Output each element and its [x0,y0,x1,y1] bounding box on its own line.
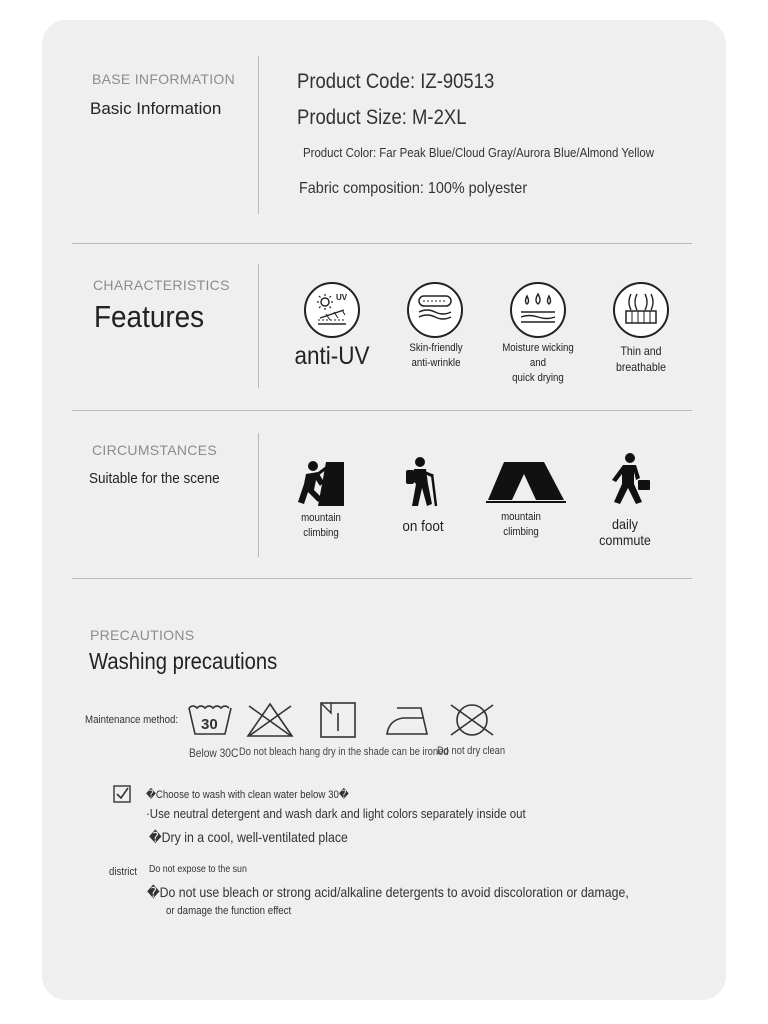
feature-anti-uv: anti-UV [294,342,370,370]
scene-daily-commute: daily commute [599,516,651,548]
caption-wash: Below 30C [189,746,239,760]
note-line-3: �Dry in a cool, well-ventilated place [149,829,348,845]
features-divider [258,264,259,388]
section-divider [72,410,692,411]
scene-on-foot: on foot [402,518,444,535]
product-size: Product Size: M-2XL [297,106,467,129]
feature-skin-friendly: Skin-friendly anti-wrinkle [409,342,463,369]
commuter-icon [608,452,652,511]
caption-middle: Do not bleach hang dry in the shade can be ironed [239,746,449,758]
section-divider [72,578,692,579]
note-line-1: �Choose to wash with clean water below 30� [146,789,349,801]
maintenance-method-label: Maintenance method: [85,714,179,726]
uv-protection-icon [304,282,360,338]
features-label-en: CHARACTERISTICS [93,277,230,293]
water-drops-icon [510,282,566,338]
scenes-label-en: CIRCUMSTANCES [92,442,217,458]
features-title: Features [94,299,205,334]
no-bleach-icon [245,702,295,743]
scenes-divider [258,433,259,557]
shade-dry-icon [319,701,357,744]
hiker-icon [402,456,442,513]
iron-icon [385,704,431,741]
basic-divider [258,56,259,214]
product-color: Product Color: Far Peak Blue/Cloud Gray/Aurora Blue/Almond Yellow [303,145,655,160]
note-line-4: �Do not use bleach or strong acid/alkaline detergents to avoid discoloration or damage, [147,884,629,900]
wash-30-icon [187,702,233,743]
svg-text:30: 30 [201,716,218,733]
scene-mountain-climbing: mountain climbing [301,512,341,539]
note-line-2: ·Use neutral detergent and wash dark and light colors separately inside out [146,806,526,821]
care-label-en: PRECAUTIONS [90,627,195,643]
product-code: Product Code: IZ-90513 [297,70,495,93]
fabric-composition: Fabric composition: 100% polyester [299,180,528,197]
note-district: district [109,866,137,878]
climber-icon [296,458,346,513]
basic-label-en: BASE INFORMATION [92,71,235,87]
caption-dry-clean: Do not dry clean [437,745,506,757]
section-divider [72,243,692,244]
scenes-title: Suitable for the scene [89,470,220,487]
basic-title: Basic Information [90,99,222,118]
checkbox-icon [113,785,131,808]
svg-text:UV: UV [336,293,348,302]
note-sun: Do not expose to the sun [149,864,247,875]
fabric-layers-icon [407,282,463,338]
feature-moisture-wicking: Moisture wicking and quick drying [502,342,574,384]
feature-thin-breathable: Thin and breathable [616,344,666,374]
breathable-fabric-icon [613,282,669,338]
scene-mountain-climbing-2: mountain climbing [501,511,541,538]
note-line-5: or damage the function effect [166,905,292,917]
tent-icon [486,460,566,509]
care-title: Washing precautions [89,648,278,674]
no-dry-clean-icon [447,701,497,744]
